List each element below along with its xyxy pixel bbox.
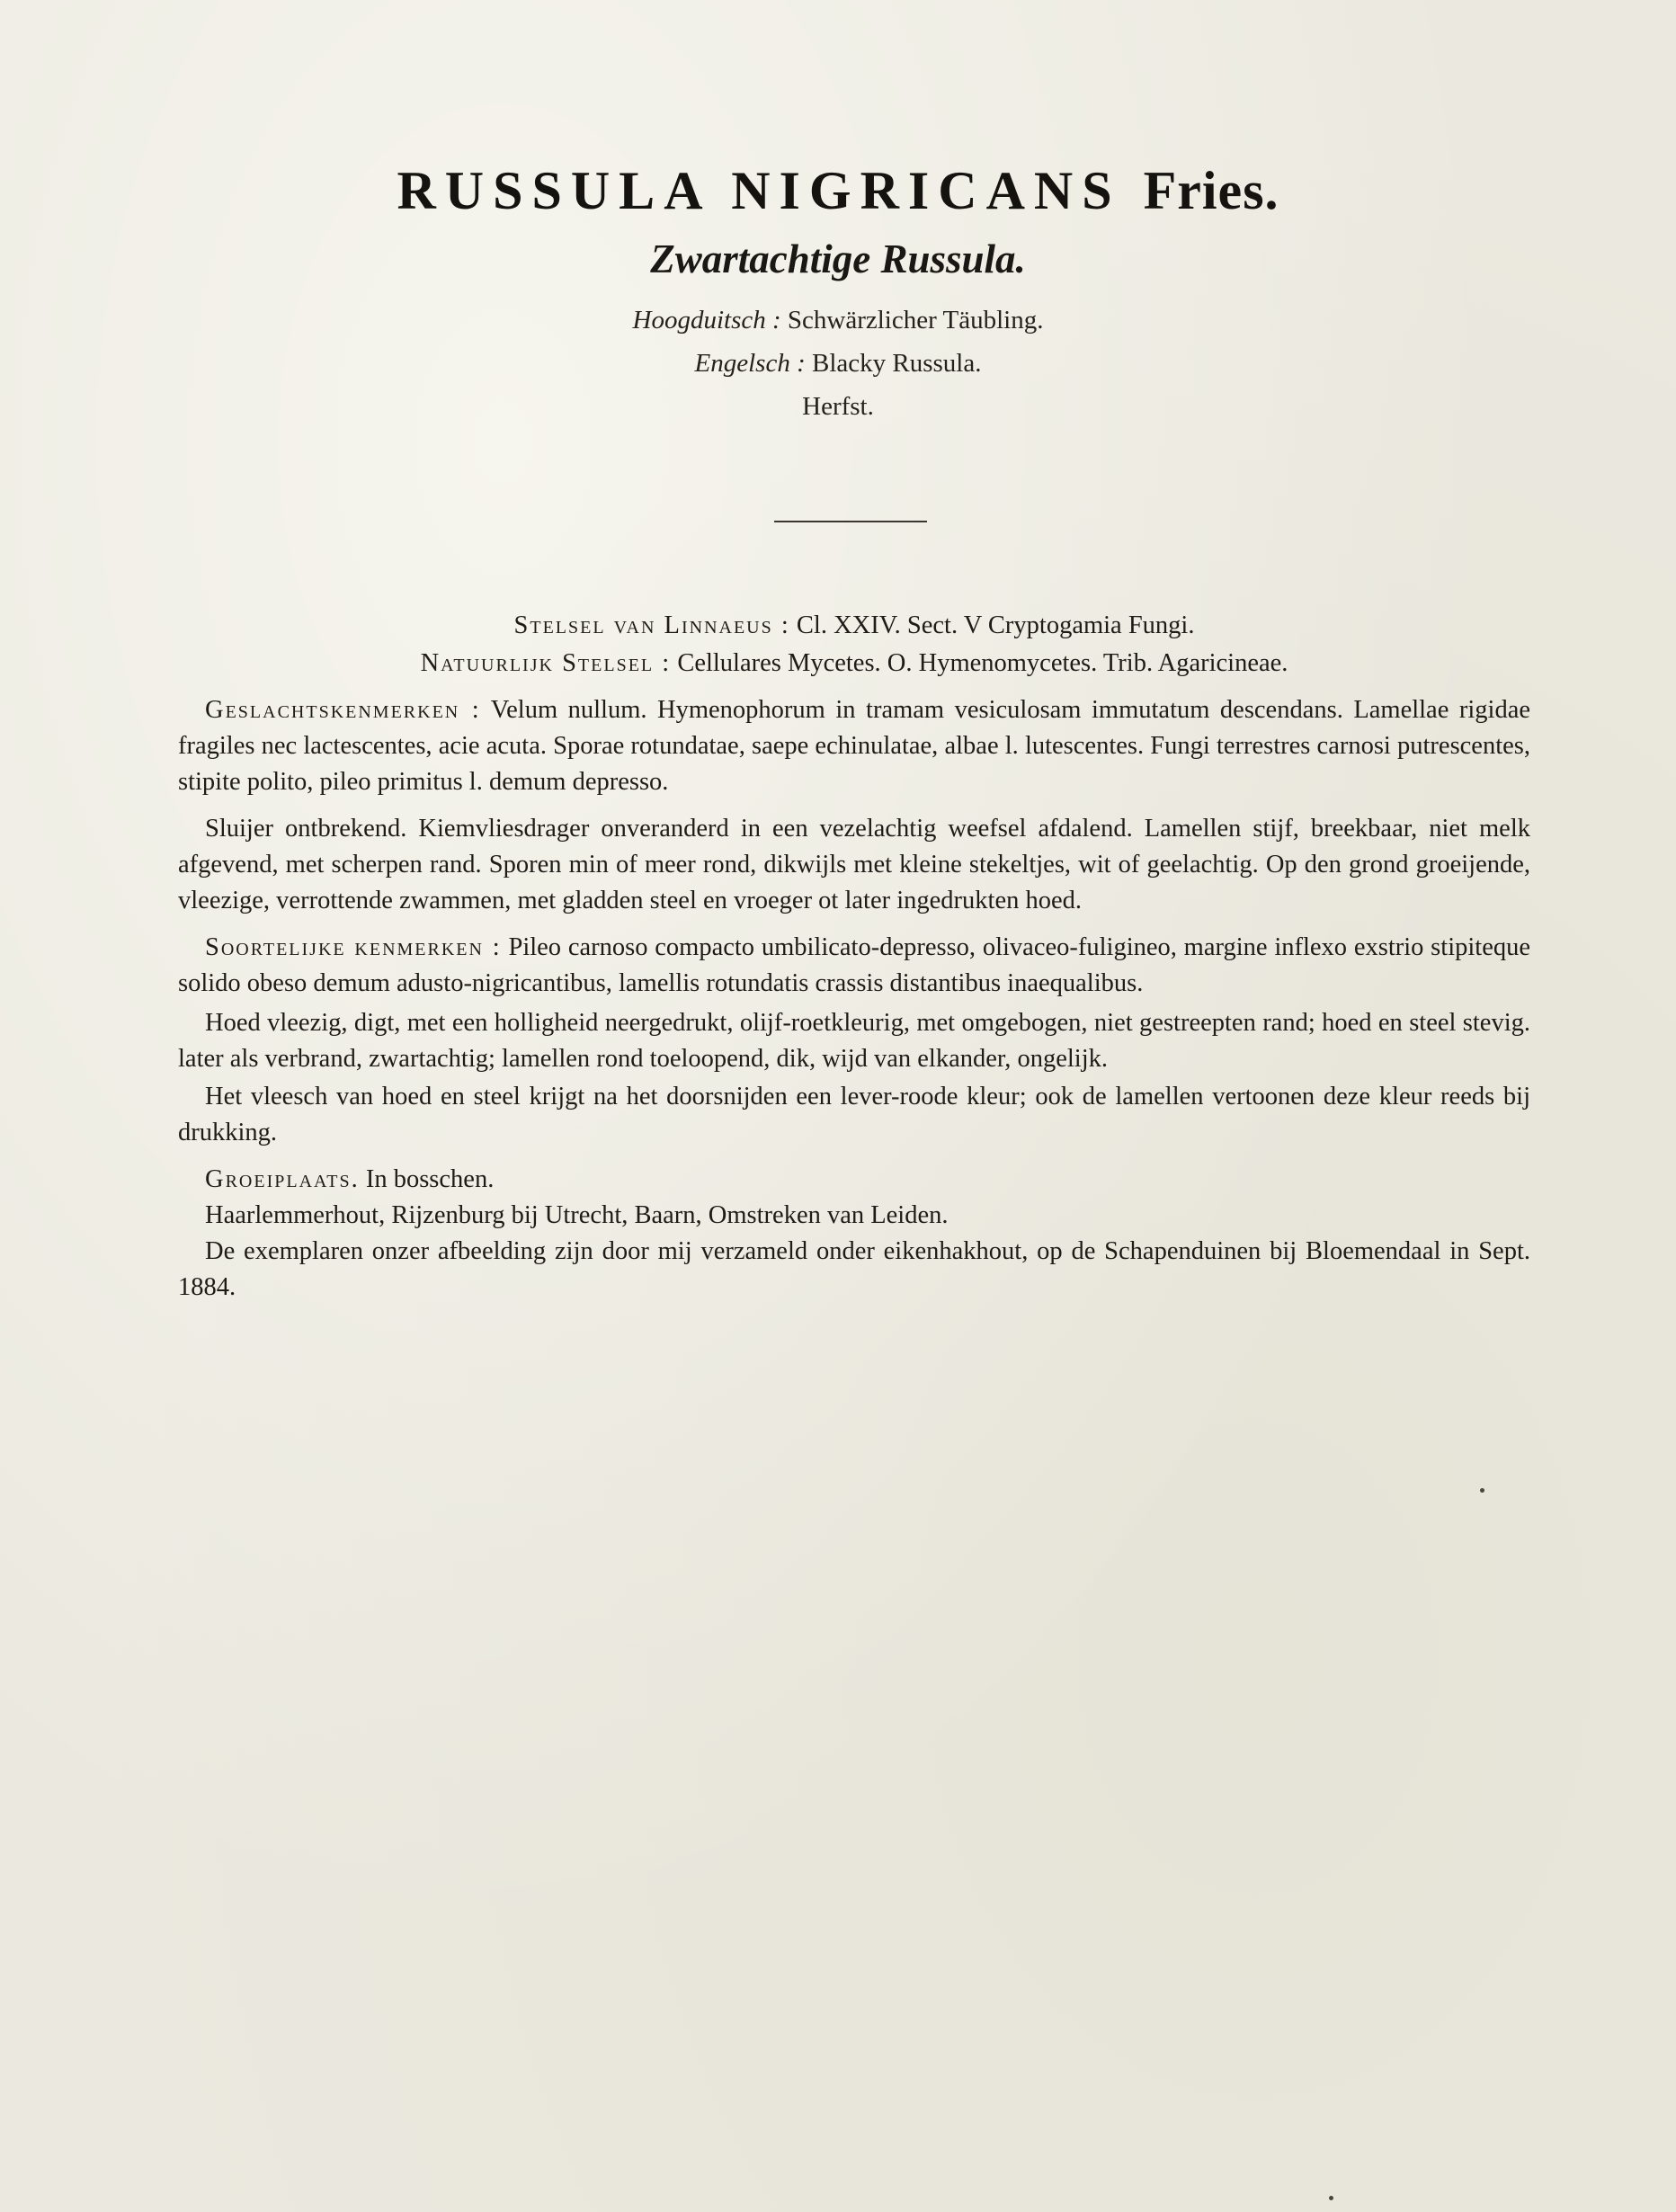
species-name: RUSSULA NIGRICANS xyxy=(397,161,1121,220)
genus-dutch-paragraph: Sluijer ontbrekend. Kiemvliesdrager onveranderd in een vezelachtig weefsel afdalend. Lamellen stijf, breekbaar, niet melk afgevend, met scherpen rand. Sporen min of meer rond, dikwijls met kleine stekeltjes, wit of geelachtig. Op den grond groeijende, vleezige, verrottende zwammen, met gladden steel en vroeger ot later ingedrukten hoed. xyxy=(178,815,1530,914)
locations-paragraph: Haarlemmerhout, Rijzenburg bij Utrecht, Baarn, Omstreken van Leiden. xyxy=(205,1201,949,1229)
genus-latin: Velum nullum. Hymenophorum in tramam vesiculosam immutatum descendans. Lamellae rigidae fragiles nec lactescentes, acie acuta. Sporae rotundatae, saepe echinulatae, albae l. lutescentes. Fungi terrestres carnosi putrescentes, stipite polito, pileo primitus l. demum depresso. xyxy=(178,696,1530,796)
genus-latin-paragraph xyxy=(178,692,1530,800)
german-label: Hoogduitsch : xyxy=(632,306,781,334)
linnaeus-value: Cl. XXIV. Sect. V Cryptogamia Fungi. xyxy=(796,611,1195,639)
page-title xyxy=(0,160,1676,222)
english-name: Blacky Russula. xyxy=(811,349,982,378)
species-label: Soortelijke kenmerken : xyxy=(205,933,502,961)
species-latin: Pileo carnoso compacto umbilicato-depresso, olivaceo-fuligineo, margine inflexo exstrio stipiteque solido obeso demum adusto-nigricantibus, lamellis rotundatis crassis distantibus inaequalibus. xyxy=(178,933,1530,997)
natural-system-line xyxy=(178,646,1530,682)
genus-label: Geslachtskenmerken : xyxy=(205,696,481,724)
linnaeus-system-line xyxy=(178,608,1530,644)
habitat-label: Groeiplaats. xyxy=(205,1165,360,1193)
german-name-line xyxy=(0,306,1676,335)
species-dutch-paragraph-1: Hoed vleezig, digt, met een holligheid neergedrukt, olijf-roetkleurig, met omgebogen, niet gestreepten rand; hoed en steel stevig. later als verbrand, zwartachtig; lamellen rond toeloopend, dik, wijd van elkander, ongelijk. xyxy=(178,1009,1530,1073)
dutch-name: Zwartachtige Russula. xyxy=(650,236,1026,281)
english-name-line xyxy=(0,349,1676,379)
species-latin-paragraph xyxy=(178,930,1530,1002)
linnaeus-label: Stelsel van Linnaeus : xyxy=(513,611,790,639)
divider xyxy=(774,521,927,522)
natural-label: Natuurlijk Stelsel : xyxy=(420,649,672,677)
natural-value: Cellulares Mycetes. O. Hymenomycetes. Trib. Agaricineae. xyxy=(677,649,1288,677)
paper-speck xyxy=(1480,1488,1484,1493)
paper-speck xyxy=(1329,2196,1333,2200)
description-body xyxy=(178,608,1530,1306)
habitat-value: In bosschen. xyxy=(365,1165,495,1193)
species-author: Fries. xyxy=(1143,161,1279,220)
german-name: Schwärzlicher Täubling. xyxy=(787,306,1044,334)
habitat-paragraph xyxy=(178,1162,1530,1198)
season: Herfst. xyxy=(802,392,874,421)
english-label: Engelsch : xyxy=(694,349,806,378)
species-dutch-paragraph-2: Het vleesch van hoed en steel krijgt na het doorsnijden een lever-roode kleur; ook de lamellen vertoonen deze kleur reeds bij drukking. xyxy=(178,1083,1530,1146)
specimens-paragraph: De exemplaren onzer afbeelding zijn door mij verzameld onder eikenhakhout, op de Schapenduinen bij Bloemendaal in Sept. 1884. xyxy=(178,1237,1530,1301)
